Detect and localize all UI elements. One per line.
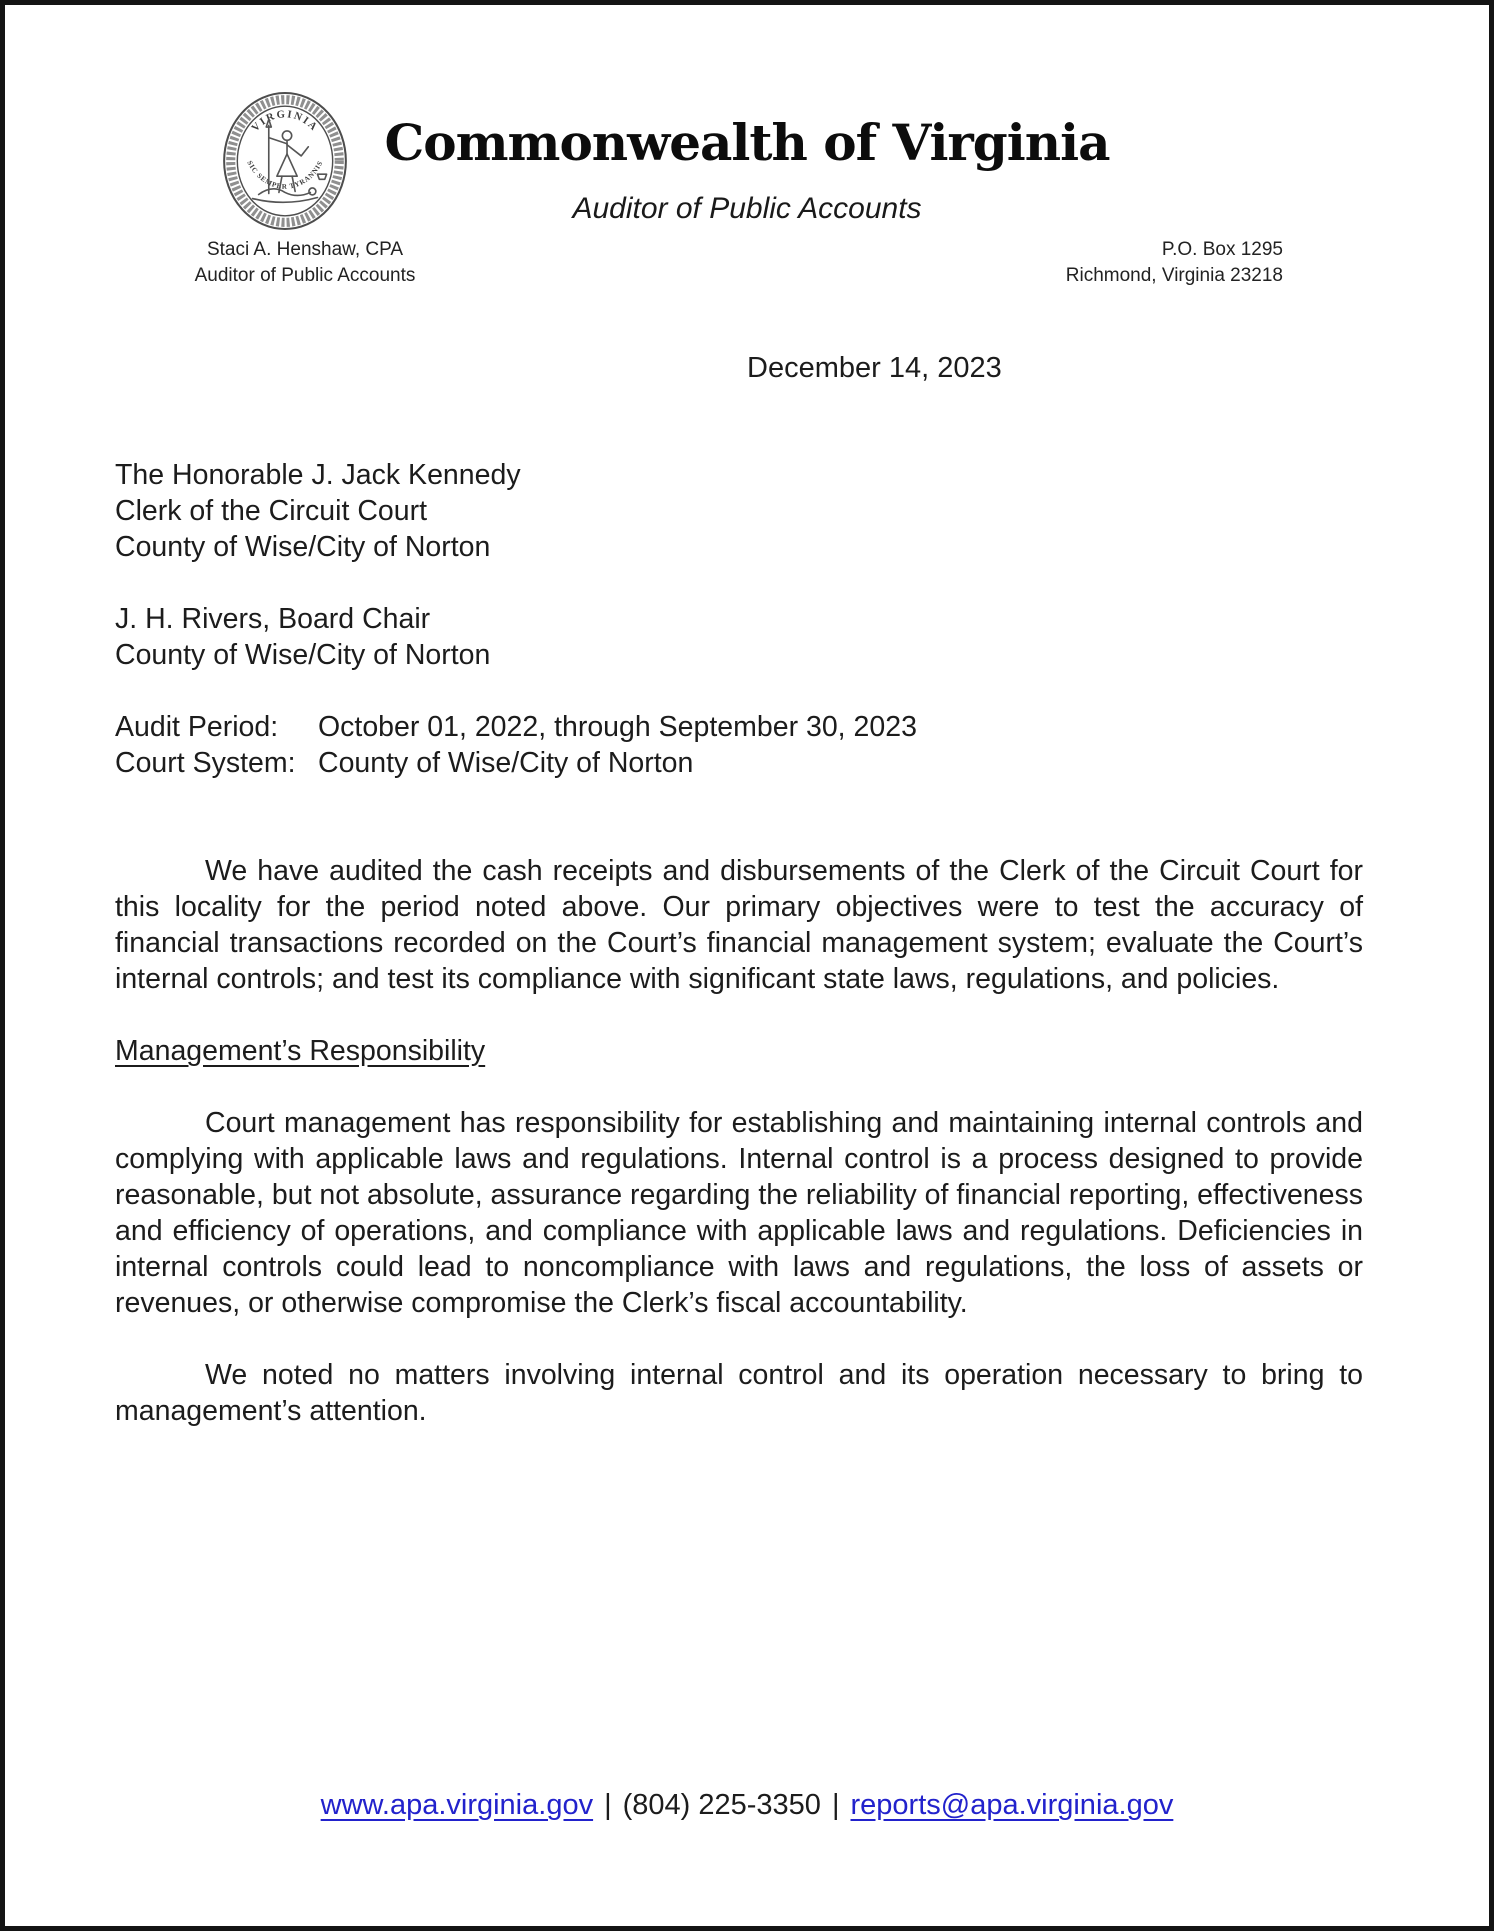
seal-top-text: VIRGINIA (249, 109, 321, 135)
page-footer (5, 1789, 1489, 1822)
audit-period-value: October 01, 2022, through September 30, 2023 (318, 711, 917, 743)
section-heading-text: Management’s Responsibility (115, 1035, 486, 1067)
recipient1-line3: County of Wise/City of Norton (115, 531, 491, 563)
letter-date: December 14, 2023 (747, 352, 1002, 384)
email-link[interactable]: reports@apa.virginia.gov (850, 1789, 1174, 1821)
address-line-1: P.O. Box 1295 (1161, 239, 1283, 260)
audit-meta-block (115, 709, 1363, 781)
recipient1-line1: The Honorable J. Jack Kennedy (115, 459, 521, 491)
recipient-block-2 (115, 601, 1363, 673)
address-line-2: Richmond, Virginia 23218 (1065, 265, 1283, 286)
recipient2-line2: County of Wise/City of Norton (115, 639, 491, 671)
recipient2-line1: J. H. Rivers, Board Chair (115, 603, 431, 635)
page-subtitle: Auditor of Public Accounts (572, 192, 922, 225)
paragraph-intro: We have audited the cash receipts and disbursements of the Clerk of the Circuit Court for this locality for the period noted above. Our primary objectives were to test the accuracy of financial transactions recorded on the Court’s financial management system; evaluate the Court’s internal controls; and test its compliance with significant state laws, regulations, and policies. (115, 855, 1363, 995)
website-link[interactable]: www.apa.virginia.gov (320, 1789, 594, 1821)
phone-number: (804) 225-3350 (622, 1789, 821, 1821)
court-system-line (115, 745, 1363, 781)
section-heading (115, 1033, 1363, 1069)
letter-body (115, 457, 1363, 1465)
recipient-block-1 (115, 457, 1363, 565)
audit-period-label: Audit Period: (115, 711, 279, 743)
officer-block (175, 237, 435, 289)
office-address (1066, 237, 1283, 289)
officer-name: Staci A. Henshaw, CPA (206, 239, 404, 260)
seal-bottom-text: SIC SEMPER TYRANNIS (245, 159, 325, 191)
paragraph-no-matters: We noted no matters involving internal control and its operation necessary to bring to management’s attention. (115, 1359, 1363, 1427)
officer-title: Auditor of Public Accounts (194, 265, 416, 286)
footer-separator-1: | (604, 1789, 612, 1821)
court-system-label: Court System: (115, 747, 296, 779)
paragraph-responsibility: Court management has responsibility for establishing and maintaining internal controls and complying with applicable laws and regulations. Internal control is a process designed to provide reasonable, but not absolute, assurance regarding the reliability of financial reporting, effectiveness and efficiency of operations, and compliance with applicable laws and regulations. Deficiencies in internal controls could lead to noncompliance with laws and regulations, the loss of assets or revenues, or otherwise compromise the Clerk’s fiscal accountability. (115, 1107, 1363, 1319)
masthead (5, 115, 1489, 226)
footer-separator-2: | (831, 1789, 840, 1821)
page-title: Commonwealth of Virginia (384, 113, 1110, 172)
audit-period-line (115, 709, 1363, 745)
recipient1-line2: Clerk of the Circuit Court (115, 495, 428, 527)
court-system-value: County of Wise/City of Norton (318, 747, 694, 779)
